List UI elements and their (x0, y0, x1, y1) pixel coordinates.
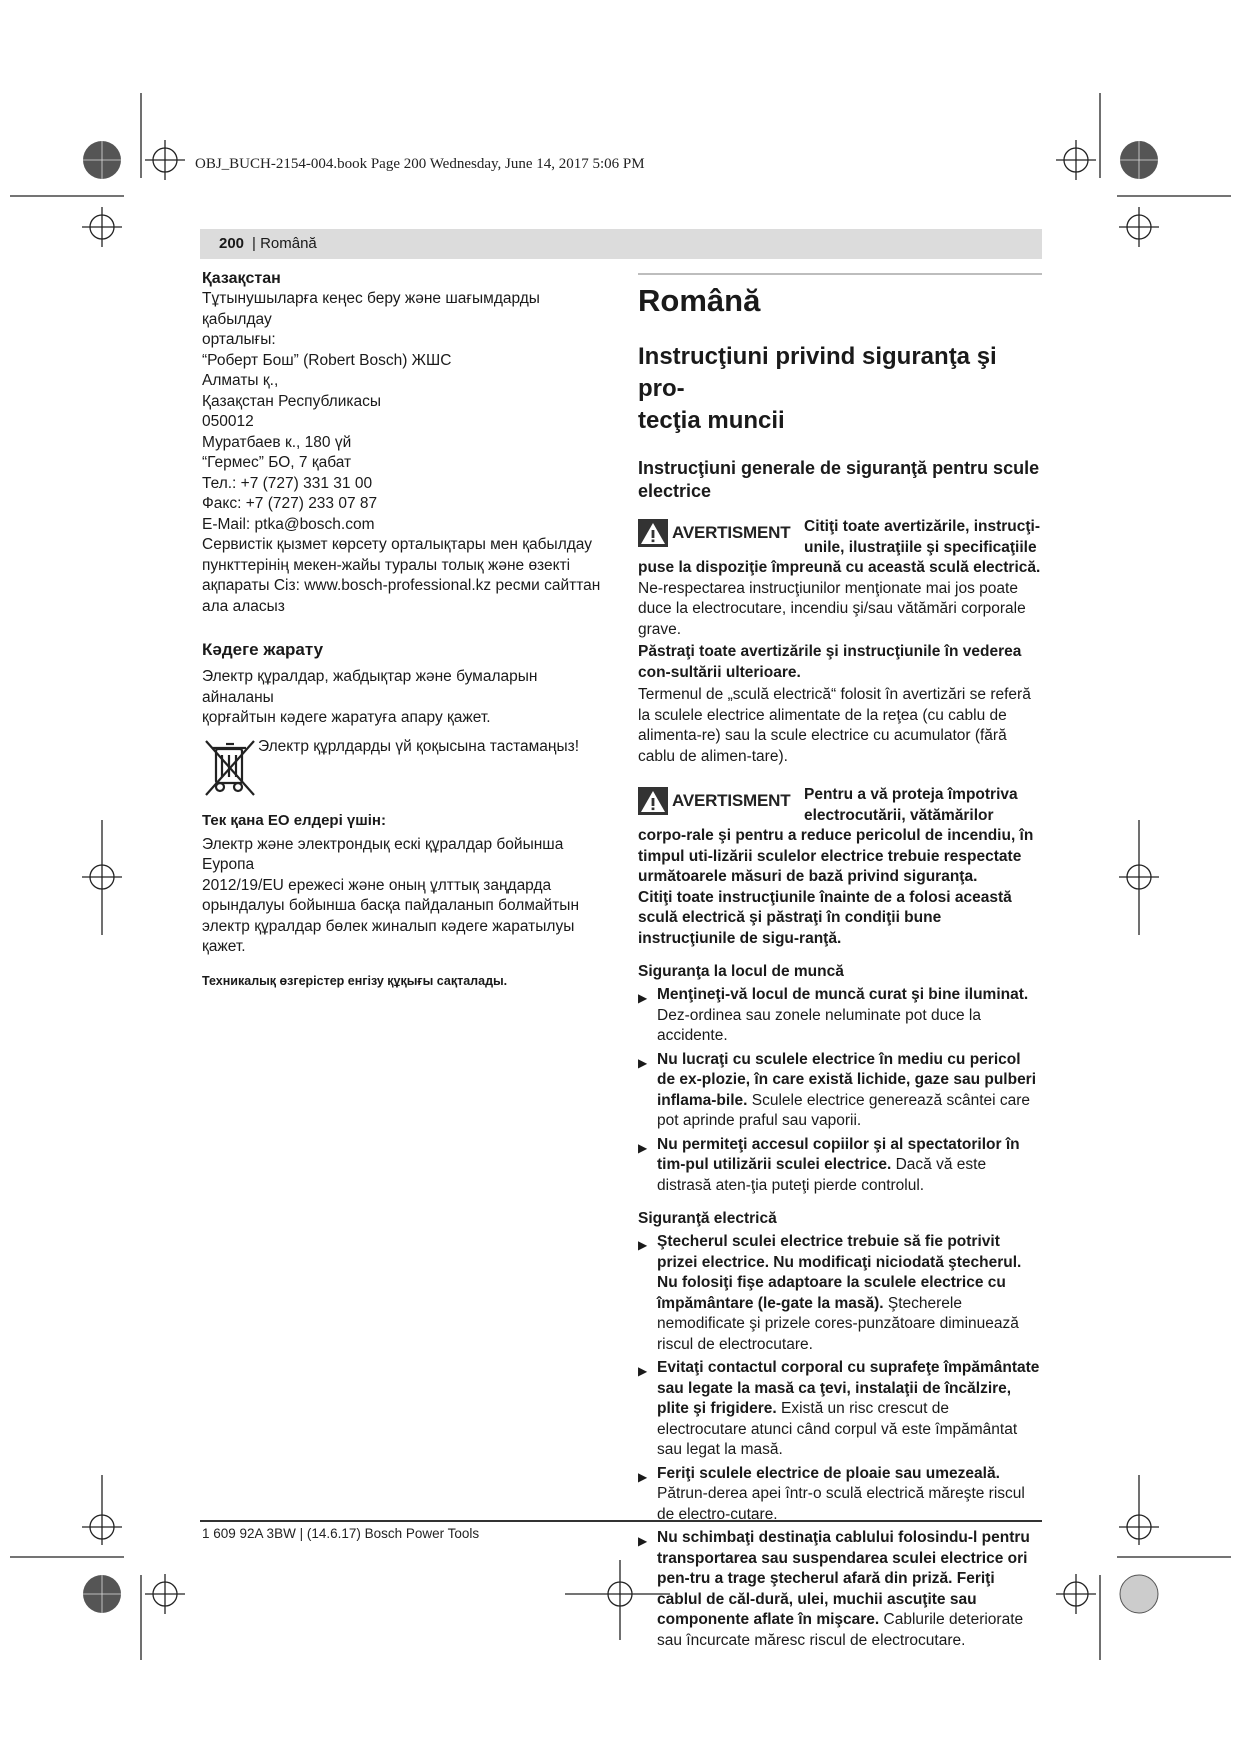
list-item (638, 985, 1042, 1047)
safety-heading (638, 341, 1042, 437)
section-rule (638, 273, 1042, 275)
page-header (200, 229, 1042, 259)
item-text: Există un risc crescut de electrocutare atunci când corpul vă este împământat sau legat la masă. (657, 1400, 1018, 1458)
kz-line: Сервистік қызмет көрсету орталықтары мен қабылдау (202, 536, 592, 553)
eu-line: Электр және электрондық ескі құралдар бойынша Еуропа (202, 835, 564, 873)
warning-text: Pentru a vă proteja împotriva electrocutării, vătămărilor corpo-rale şi pentru a reduce pericolul de incendiu, în timpul uti-lizării sculelor electrice trebuie respectate următoarele măsuri de bază privind siguranţa. (638, 786, 1034, 885)
right-column (638, 273, 1042, 1651)
footer-text: 1 609 92A 3BW | (14.6.17) Bosch Power Tools (202, 1526, 480, 1541)
kz-line: Алматы қ., (202, 372, 279, 389)
warning-label: AVERTISMENT (672, 791, 791, 810)
kz-line: ала аласыз (202, 597, 285, 615)
safety-heading-line: Instrucţiuni privind siguranţa şi pro- (638, 343, 997, 402)
item-bold: Nu lucraţi cu sculele electrice în mediu cu pericol de ex-plozie, în care există lichide, gaze sau pulberi inflama-bile. (657, 1050, 1037, 1109)
bullet-arrow-icon: ▶ (638, 1364, 648, 1378)
disposal-line: қорғайтын кәдеге жаратуға апару қажет. (202, 709, 491, 726)
eu-title: Тек қана ЕО елдері үшін: (202, 811, 386, 829)
crossed-bin-icon (202, 737, 258, 799)
kz-email: E-Mail: ptka@bosch.com (202, 515, 375, 533)
kz-fax: Факс: +7 (727) 233 07 87 (202, 495, 378, 512)
list-item (638, 1135, 1042, 1197)
eu-line: 2012/19/EU ережесі және оның ұлттық заңдарда (202, 876, 552, 894)
item-text: Dez-ordinea sau zonele neluminate pot duce la accidente. (657, 1006, 981, 1044)
list-item (638, 1464, 1042, 1526)
kz-phone: Тел.: +7 (727) 331 31 00 (202, 474, 373, 492)
safety-heading-line: tecţia muncii (638, 407, 785, 434)
bullet-arrow-icon: ▶ (638, 1055, 648, 1070)
header-language: | Română (252, 235, 317, 252)
warning-triangle-icon (638, 787, 668, 815)
disposal-title: Кәдеге жарату (202, 640, 324, 659)
item-bold: Feriţi sculele electrice de ploaie sau umezeală. (657, 1464, 1000, 1482)
item-text: Sculele electrice generează scântei care pot aprinde praful sau vaporii. (657, 1091, 1031, 1129)
kz-line: “Роберт Бош” (Robert Bosch) ЖШС (202, 351, 452, 369)
weee-notice (202, 737, 612, 801)
item-bold: Nu permiteţi accesul copiilor şi al spectatorilor în tim-pul utilizării sculei electrice. (657, 1135, 1020, 1173)
electric-list (638, 1232, 1042, 1651)
page-number: 200 (219, 235, 245, 252)
item-text: Cablurile deteriorate sau încurcate măresc riscul de electrocutare. (657, 1611, 1024, 1649)
general-heading-line: electrice (638, 481, 712, 501)
item-text: Ştecherele nemodificate şi prizele cores-punzătoare diminuează riscul de electrocutare. (657, 1294, 1019, 1353)
bullet-arrow-icon: ▶ (638, 1238, 648, 1252)
kz-line: Муратбаев к., 180 үй (202, 433, 352, 451)
list-item (638, 1050, 1042, 1132)
bullet-arrow-icon: ▶ (638, 1140, 648, 1155)
disposal-line: Электр құралдар, жабдықтар және бумаларын айналаны (202, 668, 538, 706)
footer-rule (200, 1520, 1042, 1522)
read-instructions: Citiţi toate instrucţiunile înainte de a folosi această sculă electrică şi păstraţi în condiţii bune instrucţiunile de sigu-ranţă. (638, 888, 1012, 947)
list-item (638, 1528, 1042, 1651)
kz-line: пункттерінің мекен-жайы туралы толық және өзекті (202, 556, 571, 574)
kz-line: орталығы: (202, 331, 276, 348)
weee-text: Электр құрлдарды үй қоқысына тастамаңыз! (258, 737, 580, 755)
item-text: Pătrun-derea apei într-o sculă electrică măreşte riscul de electro-cutare. (657, 1485, 1025, 1523)
general-heading-line: Instrucţiuni generale de siguranţă pentru scule (638, 458, 1040, 478)
tech-note: Техникалық өзгерістер енгізу құқығы сақталады. (202, 973, 508, 988)
workplace-list (638, 985, 1042, 1196)
kz-title: Қазақстан (202, 270, 281, 287)
warning-bold: Citiţi toate avertizările, instrucţi- unile, ilustraţiile şi specificaţiile puse la dispoziţie împreună cu această sculă electrică. (638, 518, 1041, 576)
item-bold: Evitaţi contactul corporal cu suprafeţe împământate sau legate la masă ca ţevi, instalaţii de încălzire, plite şi frigidere. (657, 1359, 1040, 1417)
workplace-title: Siguranţa la locul de muncă (638, 963, 844, 980)
item-text: Dacă vă este distrasă aten-ţia puteţi pierde controlul. (657, 1156, 987, 1194)
eu-line: орындалуы бойынша басқа пайдаланып болмайтын (202, 897, 580, 914)
kz-line: “Гермес” БО, 7 қабат (202, 454, 352, 471)
bullet-arrow-icon: ▶ (638, 991, 648, 1005)
eu-line: электр құралдар бөлек жиналып кәдеге жаратылуы қажет. (202, 917, 575, 955)
kz-website: ақпараты Сіз: www.bosch-professional.kz ресми сайттан (202, 577, 601, 594)
kz-line: 050012 (202, 413, 254, 430)
kz-contact (202, 289, 612, 617)
electric-title: Siguranţă electrică (638, 1210, 777, 1227)
section-title: Română (638, 283, 761, 318)
warning-badge (638, 785, 798, 817)
warning-label: AVERTISMENT (672, 523, 791, 542)
general-heading (638, 457, 1042, 503)
warning-block-2 (638, 785, 1042, 888)
warning-badge (638, 517, 798, 549)
item-bold: Ştecherul sculei electrice trebuie să fie potrivit prizei electrice. Nu modificaţi niciodată ştecherul. Nu folosiţi fişe adaptoare la sculele electrice cu împământare (le-gate la masă). (657, 1233, 1022, 1312)
item-bold: Menţineţi-vă locul de muncă curat şi bine iluminat. (657, 986, 1029, 1003)
list-item (638, 1232, 1042, 1355)
bullet-arrow-icon: ▶ (638, 1534, 648, 1548)
warning-block-1 (638, 517, 1042, 640)
bullet-arrow-icon: ▶ (638, 1469, 648, 1484)
list-item (638, 1358, 1042, 1461)
file-slug: OBJ_BUCH-2154-004.book Page 200 Wednesday, June 14, 2017 5:06 PM (195, 156, 645, 172)
kz-line: Тұтынушыларға кеңес беру және шағымдарды қабылдау (202, 290, 540, 328)
item-bold: Nu schimbaţi destinaţia cablului folosindu-l pentru transportarea sau suspendarea sculei electrice ori pen-tru a trage ştecherul afară din priză. Feriţi cablul de căl-dură, ulei, muchii ascuţite sau componente aflate în mişcare. (657, 1529, 1030, 1628)
term-definition: Termenul de „sculă electrică“ folosit în avertizări se referă la sculele electrice alimentate de la reţea (cu cablu de alimenta-re) sau la scule electrice cu acumulator (fără cablu de alimen-tare). (638, 686, 1031, 765)
warning-triangle-icon (638, 519, 668, 547)
warning-body: Ne-respectarea instrucţiunilor menţionate mai jos poate duce la electrocutare, incendiu şi/sau vătămări corporale grave. (638, 579, 1026, 638)
kz-line: Қазақстан Республикасы (202, 392, 382, 410)
left-column (202, 268, 612, 988)
keep-instructions: Păstraţi toate avertizările şi instrucţiunile în vederea con-sultării ulterioare. (638, 643, 1022, 681)
